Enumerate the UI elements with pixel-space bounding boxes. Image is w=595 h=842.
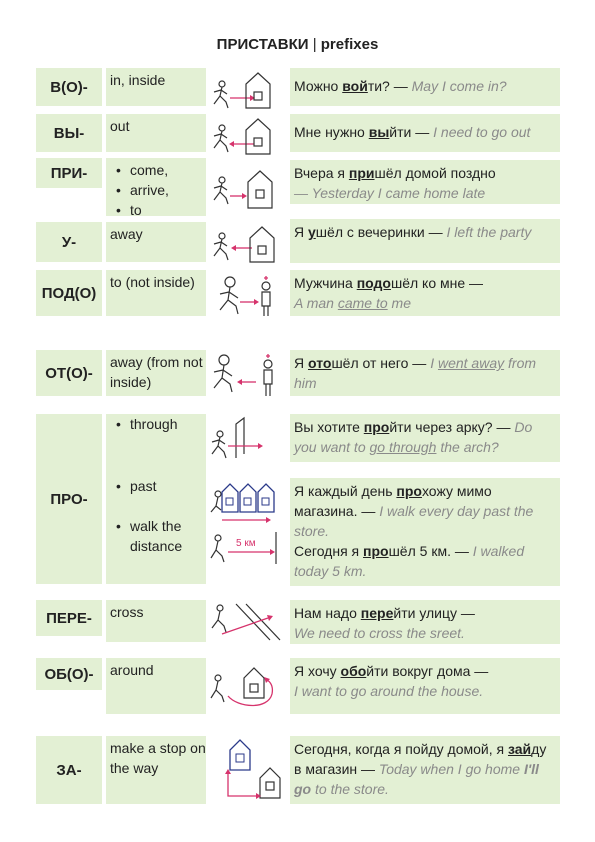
prefix-label: ВЫ- bbox=[36, 114, 102, 152]
prefix-meaning: • through • past • walk the distance bbox=[106, 414, 206, 584]
example-box: Я отошёл от него — I went away from him bbox=[290, 350, 560, 396]
leave-house-icon bbox=[208, 222, 288, 271]
example-box-through: Вы хотите пройти через арку? — Do you want to go through the arch? bbox=[290, 414, 560, 462]
distance-label: 5 км bbox=[236, 538, 256, 549]
prefix-meaning: away (from not inside) bbox=[106, 350, 206, 396]
example-box-past-distance: Я каждый день прохожу мимо магазина. — I walk every day past the store. Сегодня я прошёл 5 км. — I walked today 5 km. bbox=[290, 478, 560, 586]
prefix-row-za bbox=[36, 736, 560, 806]
example-box: Можно войти? — May I come in? bbox=[290, 68, 560, 106]
example-box: Я хочу обойти вокруг дома — I want to go around the house. bbox=[290, 658, 560, 714]
pro-illustrations bbox=[208, 414, 288, 589]
prefix-row-u bbox=[36, 222, 560, 264]
prefix-label: ПРИ- bbox=[36, 158, 102, 188]
prefix-row-pro bbox=[36, 414, 560, 586]
go-around-house-icon bbox=[208, 658, 288, 719]
arrive-at-house-icon bbox=[208, 158, 288, 223]
prefix-meaning: out bbox=[106, 114, 206, 152]
example-box: Я ушёл с вечеринки — I left the party bbox=[290, 219, 560, 263]
prefix-row-pere bbox=[36, 600, 560, 644]
approach-person-icon bbox=[208, 270, 288, 325]
prefix-meaning: in, inside bbox=[106, 68, 206, 106]
prefix-row-podo bbox=[36, 270, 560, 318]
walk-out-of-house-icon bbox=[208, 114, 288, 163]
prefix-meaning: • come, • arrive, • to bbox=[106, 158, 206, 216]
stop-on-the-way-icon bbox=[208, 736, 288, 811]
example-box: Мужчина подошёл ко мне — A man came to me bbox=[290, 270, 560, 316]
example-box: Нам надо перейти улицу — We need to cross the sreet. bbox=[290, 600, 560, 644]
prefix-label: В(О)- bbox=[36, 68, 102, 106]
prefix-meaning: around bbox=[106, 658, 206, 714]
prefix-label: ОБ(О)- bbox=[36, 658, 102, 690]
page-title: ПРИСТАВКИ | prefixes bbox=[216, 36, 379, 53]
prefix-row-vy bbox=[36, 114, 560, 154]
prefix-label: У- bbox=[36, 222, 102, 262]
prefix-label: ЗА- bbox=[36, 736, 102, 804]
prefix-row-oto bbox=[36, 350, 560, 398]
prefix-meaning: to (not inside) bbox=[106, 270, 206, 316]
walk-into-house-icon bbox=[208, 68, 288, 117]
prefix-label: ПОД(О) bbox=[36, 270, 102, 316]
prefix-meaning: away bbox=[106, 222, 206, 262]
prefix-meaning: cross bbox=[106, 600, 206, 642]
prefix-label: ПЕРЕ- bbox=[36, 600, 102, 636]
example-box: Мне нужно выйти — I need to go out bbox=[290, 114, 560, 152]
prefix-label: ПРО- bbox=[36, 414, 102, 584]
example-box: Сегодня, когда я пойду домой, я зайду в магазин — Today when I go home I'll go to the store. bbox=[290, 736, 560, 804]
prefix-row-pri bbox=[36, 158, 560, 218]
prefix-row-vo bbox=[36, 68, 560, 108]
cross-street-icon bbox=[208, 600, 288, 649]
prefix-row-obo bbox=[36, 658, 560, 716]
prefix-label: ОТ(О)- bbox=[36, 350, 102, 396]
walk-away-from-person-icon bbox=[208, 350, 288, 405]
example-box: Вчера я пришёл домой поздно — Yesterday I came home late bbox=[290, 160, 560, 204]
prefix-meaning: make a stop on the way bbox=[106, 736, 206, 804]
